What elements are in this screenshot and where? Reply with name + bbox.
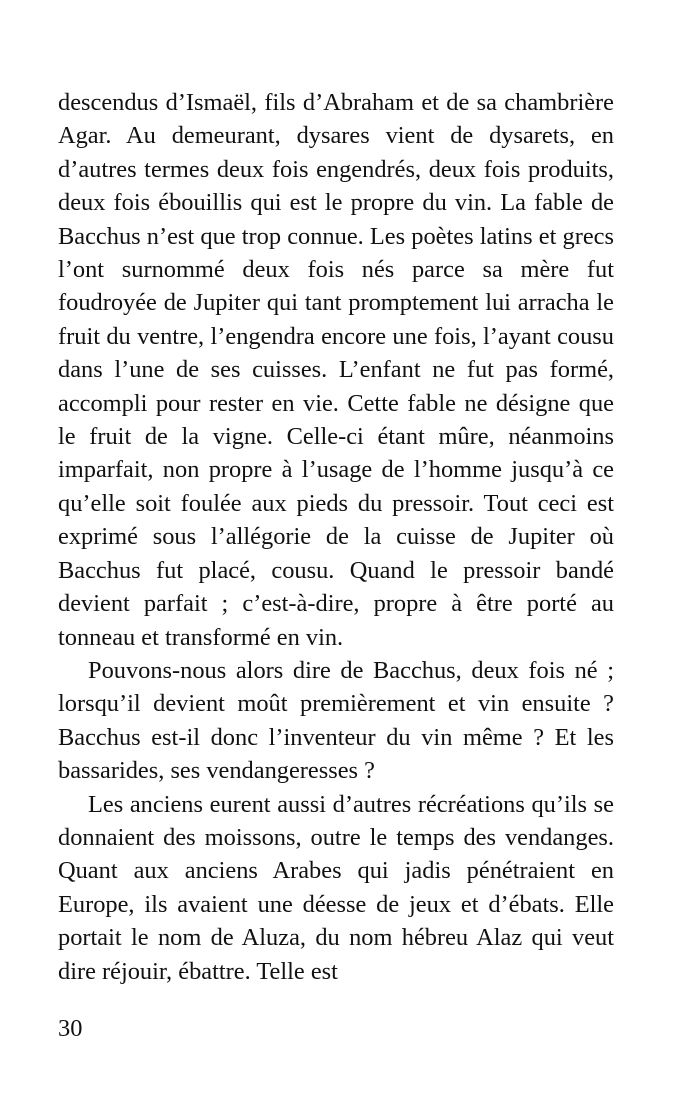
paragraph-bacchus-question: Pouvons-nous alors dire de Bacchus, deux fois né ; lorsqu’il devient moût premièrement et vin ensuite ? Bacchus est-il donc l’inventeur du vin même ? Et les bassarides, ses vendangeresses ? [58,656,614,785]
paragraph-continuation: descendus d’Ismaël, fils d’Abraham et de sa chambrière Agar. Au demeurant, dysares vient de dysarets, en d’autres termes deux fois engendrés, deux fois produits, deux fois ébouillis qui est le propre du vin. La fable de Bacchus n’est que trop connue. Les poètes latins et grecs l’ont surnommé deux fois nés parce sa mère fut foudroyée de Jupiter qui tant promptement lui arracha le fruit du ventre, l’engendra encore une fois, l’ayant cousu dans l’une de ses cuisses. L’enfant ne fut pas formé, accompli pour rester en vie. Cette fable ne désigne que le fruit de la vigne. Celle-ci étant mûre, néanmoins imparfait, non propre à l’usage de l’homme jusqu’à ce qu’elle soit foulée aux pieds du pressoir. Tout ceci est exprimé sous l’allégorie de la cuisse de Jupiter où Bacchus fut placé, cousu. Quand le pressoir bandé devient parfait ; c’est-à-dire, propre à être porté au tonneau et transformé en vin. [58,89,614,651]
page-body [58,86,614,988]
paragraph-anciens-recreations: Les anciens eurent aussi d’autres récréations qu’ils se donnaient des moissons, outre le temps des vendanges. Quant aux anciens Arabes qui jadis pénétraient en Europe, ils avaient une déesse de jeux et d’ébats. Elle portait le nom de Aluza, du nom hébreu Alaz qui veut dire réjouir, ébattre. Telle est [58,790,614,985]
page-number: 30 [58,1015,83,1042]
